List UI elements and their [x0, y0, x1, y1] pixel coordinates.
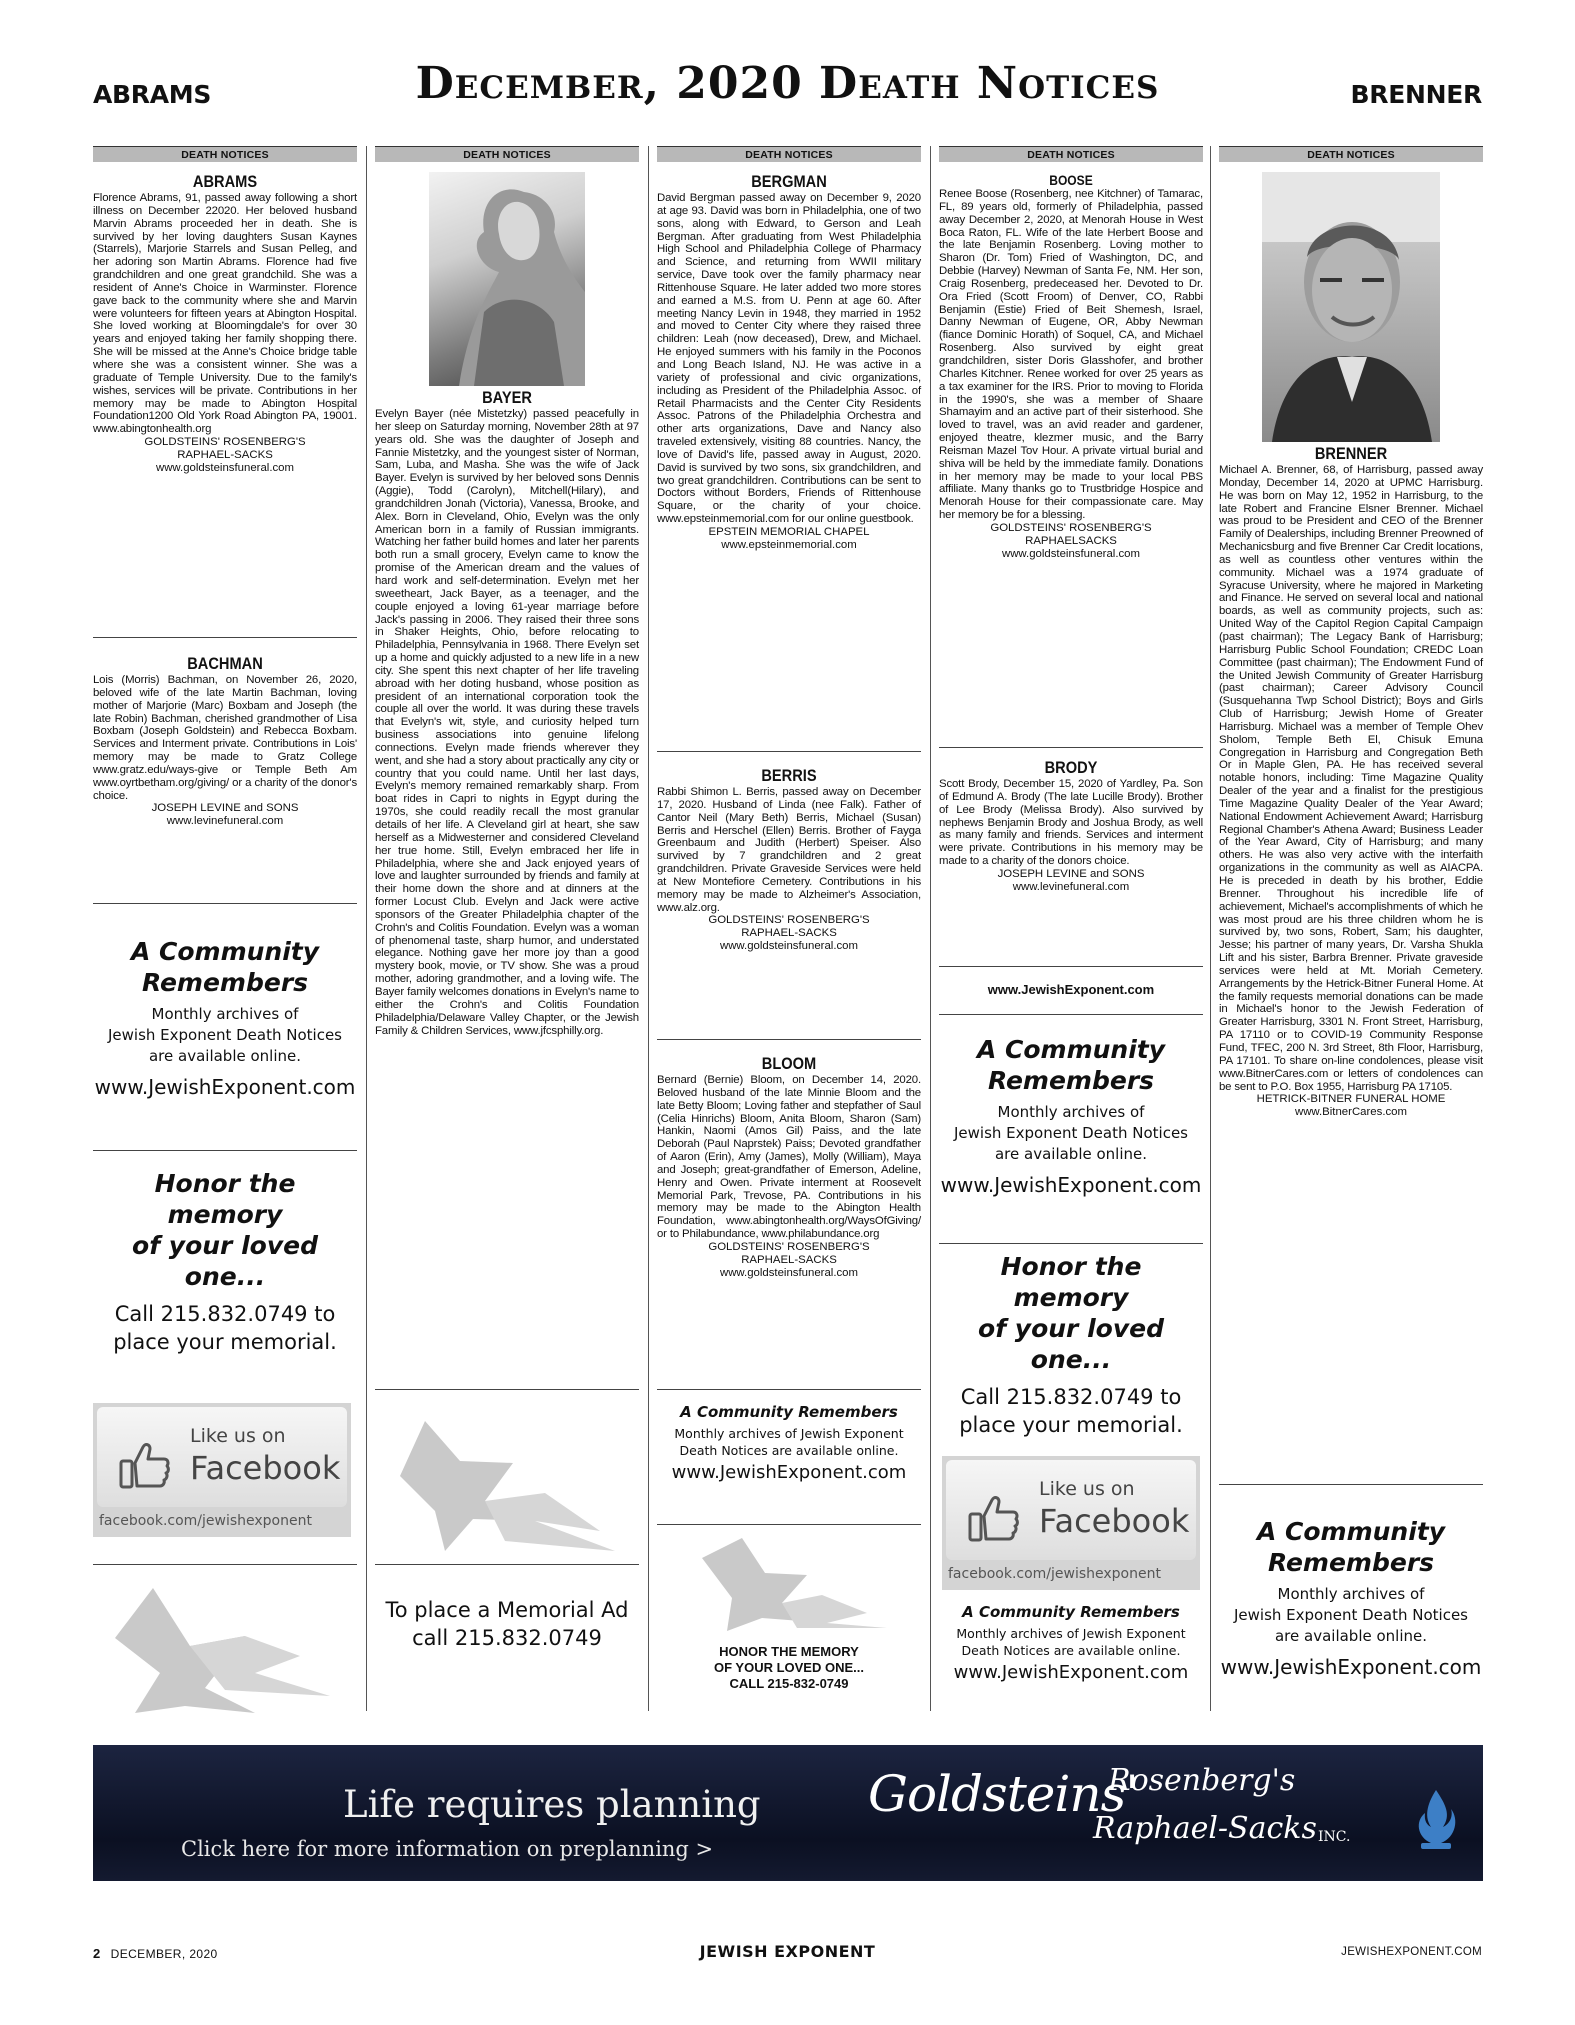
divider — [1219, 1484, 1483, 1485]
funeral-home: GOLDSTEINS' ROSENBERG'S — [144, 436, 306, 449]
funeral-home: JOSEPH LEVINE and SONS — [997, 867, 1145, 880]
notice-bayer — [375, 388, 639, 1037]
funeral-home-url[interactable]: www.goldsteinsfuneral.com — [1001, 547, 1141, 560]
ad-text: CALL 215-832-0749 — [729, 1676, 849, 1691]
honor-memory-caps-ad[interactable] — [657, 1644, 921, 1692]
funeral-home-url[interactable]: www.goldsteinsfuneral.com — [155, 461, 295, 474]
portrait-silhouette — [1262, 172, 1440, 442]
brenner-portrait-photo — [1262, 172, 1440, 442]
column-1 — [93, 146, 357, 1711]
notice-brenner — [1219, 444, 1483, 1119]
ad-call: Call 215.832.0749 to — [960, 1385, 1182, 1409]
divider — [93, 1150, 357, 1151]
funeral-home-url[interactable]: www.levinefuneral.com — [166, 815, 284, 828]
ad-text: Death Notices are available online. — [961, 1643, 1181, 1658]
ad-call: place your memorial. — [959, 1413, 1183, 1437]
ad-title: Remembers — [141, 968, 309, 997]
banner-subline[interactable]: Click here for more information on preplanning > — [181, 1837, 714, 1861]
ad-title: Honor the memory — [1000, 1252, 1142, 1312]
star-of-david-icon — [95, 1578, 345, 1713]
funeral-home: GOLDSTEINS' ROSENBERG'S — [990, 521, 1152, 534]
ad-text: OF YOUR LOVED ONE... — [713, 1660, 864, 1675]
column-divider — [648, 146, 649, 1711]
divider — [375, 1564, 639, 1565]
notice-body: David Bergman passed away on December 9, 2020 at age 93. David was born in Philadelphia, one of two sons, along with Edward, to Gerson and Leah Bergman. After graduating from West Philadelphia High School and Philadelphia College of Pharmacy and Science, and returning from WWII military service, Dave took over the family pharmacy near Rittenhouse Square. He later added two more stores and earned a M.S. from U. Penn at age 60. After meeting Nancy Levin in 1948, they married in 1952 and moved to Center City where they raised three children: Leah (now deceased), Drew, and Michael. He enjoyed summers with his family in the Poconos and Long Beach Island, NJ. He was active in a variety of professional and civic organizations, including as President of the Philadelphia Assoc. of Retail Pharmacists and the Center City Residents Assoc. Patrons of the Philadelphia Orchestra and other arts organizations, Dave and Nancy also traveled extensively, visiting 88 countries. Nancy, the love of David's life, passed away in August, 2020. David is survived by two sons, six grandchildren, and two great grandchildren. Contributions can be sent to Doctors without Borders, Friends of Rittenhouse Square, or the charity of your choice. www.epsteinmemorial.com for our online guestbook. — [657, 192, 921, 526]
footer-site[interactable]: JEWISHEXPONENT.COM — [1341, 1946, 1482, 1958]
ad-title: A Community Remembers — [962, 1603, 1180, 1621]
notice-body: Florence Abrams, 91, passed away following a short illness on December 22020. Her beloved husband Marvin Abrams proceeded her in death. She is survived by her loving daughters Susan Kaynes (Starrels), Marjorie Starrels and Susan Pelleg, and her adoring son Martin Abrams. Florence had five grandchildren and one great grandchild. She was a resident of Anne's Choice in Warminster. Florence gave back to the community where she and Marvin were volunteers for fifteen years at Abington Hospital. She loved working at Bloomingdale's for over 30 years and enjoyed taking her family shopping there. She will be missed at the Anne's Choice bridge table where she was a consistent winner. She was a graduate of Temple University. Due to the family's wishes, services will be private. Contributions in her memory may be made to Abington Hospital Foundation1200 Old York Road Abington PA, 19001. www.abingtonhealth.org — [93, 192, 357, 436]
section-label: DEATH NOTICES — [939, 146, 1203, 162]
divider — [939, 966, 1203, 967]
funeral-home-url[interactable]: www.levinefuneral.com — [1012, 880, 1130, 893]
ad-url[interactable]: www.JewishExponent.com — [1220, 1655, 1482, 1679]
notice-abrams — [93, 172, 357, 475]
facebook-brand: Facebook — [190, 1449, 341, 1487]
divider — [657, 1524, 921, 1525]
ad-call: Call 215.832.0749 to — [114, 1302, 336, 1326]
section-label: DEATH NOTICES — [375, 146, 639, 162]
ad-text: Jewish Exponent Death Notices — [1234, 1606, 1468, 1624]
ad-text: are available online. — [1274, 1627, 1428, 1645]
banner-headline: Life requires planning — [343, 1783, 761, 1826]
preplanning-banner-ad[interactable] — [93, 1745, 1483, 1881]
divider — [657, 751, 921, 752]
column-divider — [1210, 146, 1211, 1711]
ad-text: are available online. — [148, 1047, 302, 1065]
notice-body: Renee Boose (Rosenberg, nee Kitchner) of Tamarac, FL, 89 years old, formerly of Philadelphia, passed away December 2, 2020, at Menorah House in West Boca Raton, FL. Wife of the late Herbert Boose and the late Benjamin Rosenberg. Loving mother to Sharon (Dr. Tom) Fried of Washington, DC, and Debbie (Harvey) Newman of Santa Fe, NM. Her son, Craig Rosenberg, predeceased her. Devoted to Dr. Ora Fried (Scott Froom) of Denver, CO, Rabbi Benjamin (Estie) Fried of Beit Shemesh, Israel, Danny Newman of Eugene, OR, Abby Newman (fiance Dominic Horath) of Soquel, CA, and Michael Rosenberg. Also survived by eight great grandchildren, sister Doris Glasshofer, and brother Charles Kitchner. Renee worked for over 25 years as a tax examiner for the IRS. Prior to moving to Florida in the 1990's, she was a member of Shaare Shamayim and an active part of their sisterhood. She loved to travel, was an avid reader and gardener, enjoyed theatre, klezmer music, and the Barry Reisman Mazel Tov Hour. A private virtual burial and shiva will be held by the immediate family. Donations in her memory may be made to your local PBS affiliate. Many thanks go to Trustbridge Hospice and Menorah House for their compassionate care. May her memory be for a blessing. — [939, 188, 1203, 522]
funeral-home: GOLDSTEINS' ROSENBERG'S — [708, 1240, 870, 1253]
divider — [93, 903, 357, 904]
notice-bloom — [657, 1054, 921, 1280]
funeral-home: RAPHAEL-SACKS — [741, 927, 837, 940]
ad-text: Death Notices are available online. — [679, 1443, 899, 1458]
ad-url[interactable]: www.JewishExponent.com — [94, 1075, 356, 1099]
facebook-brand: Facebook — [1039, 1502, 1190, 1540]
divider — [939, 1014, 1203, 1015]
funeral-home-url[interactable]: www.BitnerCares.com — [1294, 1106, 1408, 1119]
ad-text: Monthly archives of — [1277, 1585, 1425, 1603]
notice-body: Michael A. Brenner, 68, of Harrisburg, passed away Monday, December 14, 2020 at UPMC Harrisburg. He was born on May 12, 1952 in Harrisburg, to the late Robert and Francine Elsner Brenner. Michael was proud to be President and CEO of the Brenner Family of Dealerships, including Brenner Preowned of Mechanicsburg and five Brenner Car Credit locations, as well as countless other ventures within the community. Michael was a 1974 graduate of Syracuse University, where he majored in Marketing and Finance. He served on several local and national boards, as well as community projects, such as: United Way of the Capitol Region Capital Campaign (past chairman); The Legacy Bank of Harrisburg; Harrisburg Public School Foundation; CREDC Loan Committee (past chairman); The Endowment Fund of the United Jewish Community of Greater Harrisburg (past chairman); Career Advisory Council (Susquehanna Twp School District); Boys and Girls Club of Harrisburg; Jewish Home of Greater Harrisburg. Michael was a member of Temple Ohev Sholom, Temple Beth El, Chisuk Emuna Congregation in Harrisburg and Congregation Beth Or in Maple Glen, PA. He has received several notable honors, including: Time Magazine Quality Dealer of the year and a finalist for the prestigious Time Magazine Quality Dealer of the Year Award; National Endowment Achievement Award; Harrisburg Regional Chamber's Athena Award; Business Leader of the Year Award, City of Harrisburg; and many others. He was also very active with the interfaith organizations in the community as well as AIACPA. He is preceded in death by his brother, Eddie Brenner. Throughout his incredible life of achievement, Michael's accomplishments of which he was most proud are his three children whom he is survived by, two sons, Robert, Sam; his daughter, Jesse; his partner of many years, Dr. Varsha Shukla Lift and his sister, Barbra Brenner. Private graveside services were held at Mt. Moriah Cemetery. Arrangements by the Hetrick-Bitner Funeral Home. At the family requests memorial donations can be made in Michael's honor to the Jewish Federation of Greater Harrisburg, 3301 N. Front Street, Harrisburg, PA 17110 or to COVID-19 Community Response Fund, TFEC, 200 N. 3rd Street, 8th Floor, Harrisburg, PA 17101. To share on-line condolences, please visit www.BitnerCares.com or letters of condolences can be sent to P.O. Box 1955, Harrisburg PA 17105. — [1219, 464, 1483, 1093]
flame-logo-icon — [1411, 1785, 1461, 1855]
divider — [657, 1389, 921, 1390]
ad-text: Monthly archives of Jewish Exponent — [956, 1626, 1186, 1641]
ad-title: A Community Remembers — [680, 1403, 898, 1421]
notice-name: BERGMAN — [751, 172, 827, 191]
ad-title: A Community — [130, 937, 320, 966]
notice-body: Evelyn Bayer (née Mistetzky) passed peacefully in her sleep on Saturday morning, November 28th at 97 years old. She was the daughter of Joseph and Fannie Mistetzky, and the youngest sister of Norman, Sam, Luba, and Masha. She was the wife of Jack Bayer. Evelyn is survived by her beloved sons Dennis (Aggie), Todd (Carolyn), Mitchell(Hilary), and grandchildren Jonah (Victoria), Vanessa, Brooke, and Alex. Born in Cleveland, Ohio, Evelyn was the only American born in a family of Russian immigrants. Watching her father build homes and later her parents both run a small grocery, Evelyn came to know the promise of the American dream and the values of hard work and self-determination. Evelyn met her sweetheart, Jack Bayer, as a teenager, and the couple enjoyed a loving 61-year marriage before Jack's passing in 2006. They raised their three sons in Shaker Heights, Ohio, before relocating to Philadelphia, Pennsylvania in 1968. There Evelyn set up a home and quickly adjusted to a new life in a new city. She spent this next chapter of her life traveling abroad with her doting husband, whose position as president of an international corporation took the couple all over the world. It was during these travels that Evelyn's wit, style, and curiosity helped turn business associations into genuine lifelong connections. Evelyn made friends wherever they went, and she had a story about practically any city or country that you could name. Until her last days, Evelyn's memory remained remarkably sharp. From boat rides in Capri to nights in Egypt during the 1970s, she could readily recall the most granular details of her life. A Cleveland girl at heart, she saw herself as a Midwesterner and considered Cleveland her true home. Still, Evelyn embraced her life in Philadelphia, where she and Jack enjoyed years of love and laughter surrounded by friends and family at their home down the shore and at dinners at the former Locust Club. Evelyn and Jack were active sponsors of the Greater Philadelphia chapter of the Crohn's and Colitis Foundation. Evelyn was a woman of phenomenal taste, sharp humor, and understated elegance. Nothing gave her more joy than a good mystery book, movie, or TV show. She was a proud mother, adoring grandmother, and a loving wife. The Bayer family welcomes donations in Evelyn's name to either the Crohn's and Colitis Foundation Philadelphia/Delaware Valley Chapter, or the Jewish Family & Children Services, www.jfcsphilly.org. — [375, 408, 639, 1037]
ad-call: place your memorial. — [113, 1330, 337, 1354]
notice-name: BLOOM — [761, 1054, 817, 1073]
honor-memory-ad[interactable] — [93, 1168, 357, 1356]
divider — [657, 1039, 921, 1040]
column-divider — [930, 146, 931, 1711]
notice-body: Bernard (Bernie) Bloom, on December 14, 2020. Beloved husband of the late Minnie Bloom and the late Betty Bloom; Loving father and stepfather of Saul (Celia Hinrichs) Bloom, Anita Bloom, Sharon (Sam) Hankin, Naomi (Amos Gil) Paiss, and the late Deborah (Paul Naprstek) Paiss; Devoted grandfather of Aaron (Erin), Amy (James), Molly (William), Maya and Joseph; great-grandfather of Emerson, Adeline, Henry and Owen. Private interment at Roosevelt Memorial Park, Trevose, PA. Contributions in his memory may be made to the Abington Health Foundation, www.abingtonhealth.org/WaysOfGiving/ or to Philabundance, www.philabundance.org — [657, 1074, 921, 1241]
funeral-home: GOLDSTEINS' ROSENBERG'S — [708, 914, 870, 927]
memorial-ad[interactable] — [375, 1596, 639, 1652]
facebook-url[interactable]: facebook.com/jewishexponent — [948, 1566, 1161, 1582]
ad-title: Remembers — [987, 1066, 1155, 1095]
notice-body: Scott Brody, December 15, 2020 of Yardley, Pa. Son of Edmund A. Brody (The late Lucille Brody). Brother of Lee Brody (Melissa Brody). Also survived by nephews Benjamin Brody and Joshua Brody, as well as many family and friends. Services and interment were private. Contributions in his memory may be made to a charity of the donors choice. — [939, 778, 1203, 868]
funeral-home: RAPHAEL-SACKS — [741, 1253, 837, 1266]
bayer-portrait-photo — [429, 172, 585, 386]
section-label: DEATH NOTICES — [1219, 146, 1483, 162]
notice-bergman — [657, 172, 921, 552]
funeral-home-url[interactable]: www.goldsteinsfuneral.com — [719, 940, 859, 953]
column-3 — [657, 146, 921, 1711]
divider — [939, 1243, 1203, 1244]
notice-brody — [939, 758, 1203, 894]
column-5 — [1219, 146, 1483, 1711]
ad-url[interactable]: www.JewishExponent.com — [987, 982, 1155, 997]
community-remembers-ad[interactable] — [93, 936, 357, 1101]
funeral-home: HETRICK-BITNER FUNERAL HOME — [1256, 1093, 1446, 1106]
notice-name: BRENNER — [1314, 444, 1388, 463]
funeral-home: RAPHAELSACKS — [1025, 534, 1117, 547]
facebook-button[interactable] — [97, 1407, 347, 1507]
notice-berris — [657, 766, 921, 953]
column-2 — [375, 146, 639, 1711]
funeral-home: EPSTEIN MEMORIAL CHAPEL — [708, 525, 870, 538]
divider — [93, 1564, 357, 1565]
community-remembers-ad[interactable] — [939, 1602, 1203, 1685]
ad-text: are available online. — [994, 1145, 1148, 1163]
ad-url[interactable]: www.JewishExponent.com — [953, 1662, 1189, 1683]
facebook-ad[interactable] — [93, 1403, 351, 1537]
facebook-like-text: Like us on — [1039, 1478, 1135, 1500]
ad-text: Monthly archives of — [997, 1103, 1145, 1121]
ad-title: of your loved one... — [978, 1314, 1164, 1374]
funeral-home-url[interactable]: www.goldsteinsfuneral.com — [719, 1266, 859, 1279]
section-label: DEATH NOTICES — [93, 146, 357, 162]
column-divider — [366, 146, 367, 1711]
footer-publication: JEWISH EXPONENT — [699, 1942, 876, 1961]
star-of-david-icon — [687, 1533, 897, 1633]
community-remembers-ad[interactable] — [657, 1402, 921, 1485]
masthead-right-name: BRENNER — [1350, 80, 1482, 109]
notice-name: BOOSE — [1049, 172, 1093, 188]
ad-text: Jewish Exponent Death Notices — [954, 1124, 1188, 1142]
portrait-silhouette — [429, 172, 585, 386]
banner-logo-text: Rosenberg's — [1108, 1763, 1296, 1798]
facebook-button[interactable] — [946, 1460, 1196, 1560]
masthead-left-name: ABRAMS — [93, 80, 212, 109]
notice-name: BERRIS — [761, 766, 817, 785]
ad-url[interactable]: www.JewishExponent.com — [671, 1462, 907, 1483]
notice-body: Rabbi Shimon L. Berris, passed away on December 17, 2020. Husband of Linda (nee Falk). Father of Cantor Neil (Mary Beth) Berris, Michael (Susan) Berris and Herschel (Ellen) Berris. Brother of Fayga Greenbaum and Judith (Herbert) Speiser. Also survived by 7 grandchildren and 2 great grandchildren. Private Graveside Services were held at New Montefiore Cemetery. Contributions in his memory may be made to Alzheimer's Association, www.alz.org. — [657, 786, 921, 914]
banner-logo-text: Goldsteins' — [868, 1765, 1138, 1823]
ad-title: A Community — [976, 1035, 1166, 1064]
ad-call: call 215.832.0749 — [412, 1626, 602, 1650]
ad-title: A Community — [1256, 1517, 1446, 1546]
thumbs-up-icon — [119, 1441, 171, 1489]
ad-title: Honor the memory — [154, 1169, 296, 1229]
notice-body: Lois (Morris) Bachman, on November 26, 2020, beloved wife of the late Martin Bachman, loving mother of Marjorie (Marc) Boxbam and Joseph (the late Robin) Bachman, cherished grandmother of Lisa Boxbam (Joseph Goldstein) and Rebecca Boxbam. Services and Interment private. Contributions in Lois' memory may be made to Gratz College www.gratz.edu/ways-give or Temple Beth Am www.oyrtbetham.org/giving/ or a charity of the donor's choice. — [93, 674, 357, 802]
section-label: DEATH NOTICES — [657, 146, 921, 162]
ad-text: Jewish Exponent Death Notices — [108, 1026, 342, 1044]
notice-bachman — [93, 654, 357, 828]
divider — [93, 637, 357, 638]
page-number: 2 — [93, 1946, 101, 1961]
ad-url[interactable]: www.JewishExponent.com — [940, 1173, 1202, 1197]
notice-boose — [939, 172, 1203, 560]
footer-date: DECEMBER, 2020 — [110, 1947, 218, 1961]
ad-call: To place a Memorial Ad — [385, 1598, 629, 1622]
notice-name: BACHMAN — [187, 654, 263, 673]
facebook-ad[interactable] — [942, 1456, 1200, 1590]
ad-title: Remembers — [1267, 1548, 1435, 1577]
notice-name: BAYER — [482, 388, 532, 407]
thumbs-up-icon — [968, 1494, 1020, 1542]
banner-logo-text: INC. — [1318, 1829, 1351, 1845]
divider — [375, 1389, 639, 1390]
funeral-home: JOSEPH LEVINE and SONS — [151, 802, 299, 815]
honor-memory-ad[interactable] — [939, 1251, 1203, 1439]
facebook-like-text: Like us on — [190, 1425, 286, 1447]
funeral-home: RAPHAEL-SACKS — [177, 448, 273, 461]
notice-name: ABRAMS — [192, 172, 258, 191]
facebook-url[interactable]: facebook.com/jewishexponent — [99, 1513, 312, 1529]
ad-text: Monthly archives of — [151, 1005, 299, 1023]
divider — [939, 747, 1203, 748]
jewish-exponent-link[interactable] — [939, 982, 1203, 998]
community-remembers-ad[interactable] — [939, 1034, 1203, 1199]
ad-title: of your loved one... — [132, 1231, 318, 1291]
star-of-david-icon — [385, 1401, 635, 1556]
ad-text: Monthly archives of Jewish Exponent — [674, 1426, 904, 1441]
ad-text: HONOR THE MEMORY — [719, 1644, 859, 1659]
banner-logo-text: Raphael-Sacks — [1093, 1811, 1317, 1846]
funeral-home-url[interactable]: www.epsteinmemorial.com — [721, 538, 857, 551]
community-remembers-ad[interactable] — [1219, 1516, 1483, 1681]
page-title: December, 2020 Death Notices — [415, 58, 1160, 109]
column-4 — [939, 146, 1203, 1711]
notice-name: BRODY — [1044, 758, 1098, 777]
